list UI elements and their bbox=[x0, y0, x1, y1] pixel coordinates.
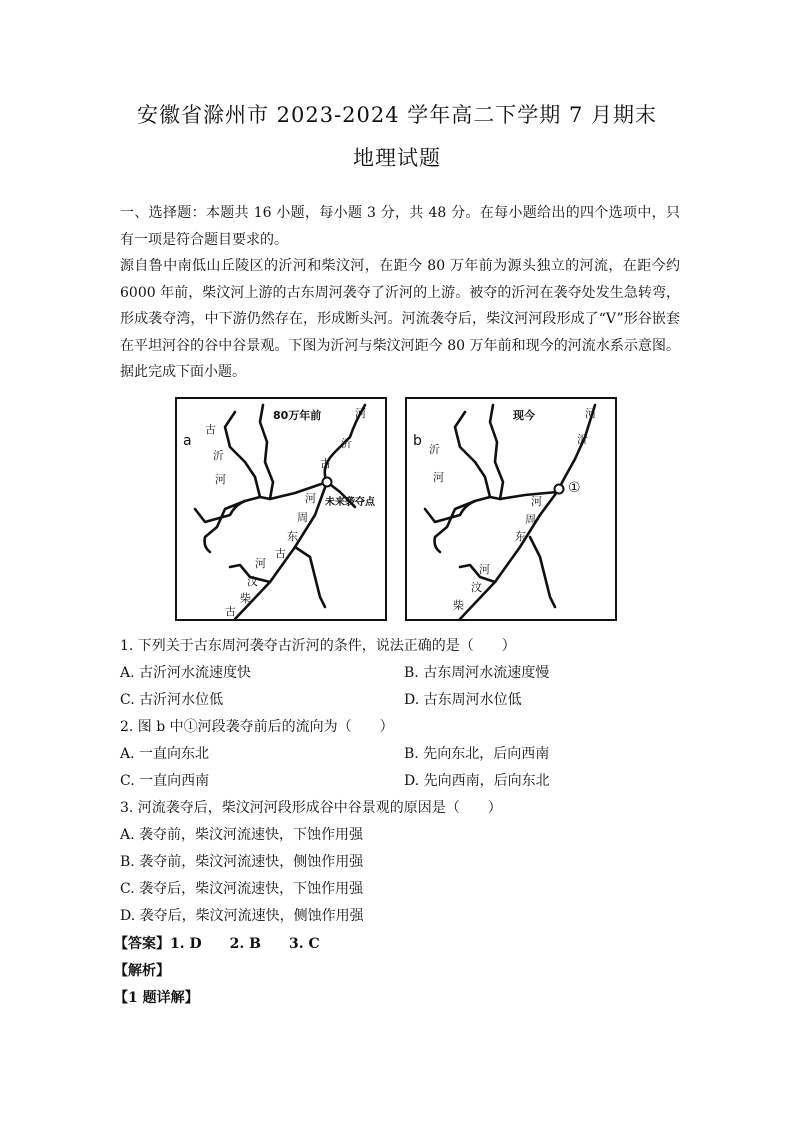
option: D. 古东周河水位低 bbox=[404, 692, 522, 708]
map-b bbox=[405, 397, 617, 621]
map-b-label: 柴 bbox=[453, 599, 464, 612]
map-b-drawing bbox=[405, 397, 617, 621]
map-a-label: 古 bbox=[205, 423, 216, 436]
map-a-label: 古 bbox=[225, 605, 236, 618]
map-b-panel-letter: b bbox=[413, 433, 422, 449]
map-b-label: 沂 bbox=[429, 443, 440, 456]
option: C. 袭夺后，柴汶河流速快，下蚀作用强 bbox=[120, 881, 364, 897]
map-b-marker-label: ① bbox=[568, 480, 581, 496]
detail-heading: 【1 题详解】 bbox=[114, 990, 199, 1006]
map-b-label: 河 bbox=[433, 471, 444, 484]
option: A. 古沂河水流速度快 bbox=[120, 665, 252, 681]
option: D. 袭夺后，柴汶河流速快，侧蚀作用强 bbox=[120, 908, 364, 924]
map-a-label: 柴 bbox=[240, 592, 251, 605]
map-b-label: 沂 bbox=[577, 433, 588, 446]
map-a-label: 周 bbox=[297, 511, 308, 524]
map-a-label: 汶 bbox=[247, 575, 258, 588]
map-a-panel-letter: a bbox=[183, 433, 192, 449]
map-a-label: 沂 bbox=[213, 449, 224, 462]
map-b-label: 汶 bbox=[471, 581, 482, 594]
map-b-title: 现今 bbox=[513, 409, 535, 422]
option: C. 古沂河水位低 bbox=[120, 692, 224, 708]
page-title: 安徽省滁州市 2023-2024 学年高二下学期 7 月期末 bbox=[136, 103, 658, 127]
map-b-label: 河 bbox=[531, 495, 542, 508]
map-a-drawing bbox=[175, 397, 387, 621]
passage: 源自鲁中南低山丘陵区的沂河和柴汶河，在距今 80 万年前为源头独立的河流，在距今约 6000 年前，柴汶河上游的古东周河袭夺了沂河的上游。被夺的沂河在袭夺处发生急转弯，形成袭夺湾，中下游仍然存在，形成断头河。河流袭夺后，柴汶河河段形成了“V”形谷嵌套在平坦河谷的谷中谷景观。下图为沂河与柴汶河距今 80 万年前和现今的河流水系示意图。据此完成下面小题。 bbox=[120, 258, 680, 380]
map-b-label: 东 bbox=[515, 530, 526, 543]
map-b-frame bbox=[406, 398, 616, 620]
question-stem: 2. 图 b 中①河段袭夺前后的流向为（ ） bbox=[120, 719, 394, 735]
option: B. 古东周河水流速度慢 bbox=[404, 665, 550, 681]
option: B. 袭夺前，柴汶河流速快，侧蚀作用强 bbox=[120, 854, 364, 870]
option: A. 袭夺前，柴汶河流速快，下蚀作用强 bbox=[120, 827, 364, 843]
map-a-capture-marker bbox=[323, 478, 332, 487]
option: D. 先向西南，后向东北 bbox=[404, 773, 550, 789]
map-b-capture-marker bbox=[555, 485, 564, 494]
map-a-label: 河 bbox=[305, 492, 316, 505]
question-stem: 1. 下列关于古东周河袭夺古沂河的条件，说法正确的是（ ） bbox=[120, 638, 516, 654]
map-a-label: 古 bbox=[320, 457, 331, 470]
map-a-label: 河 bbox=[215, 473, 226, 486]
map-b-label: 河 bbox=[585, 407, 596, 420]
map-a-label: 古 bbox=[275, 547, 286, 560]
map-a-label: 河 bbox=[255, 557, 266, 570]
page-subtitle: 地理试题 bbox=[353, 146, 441, 170]
map-a-label: 东 bbox=[287, 530, 298, 543]
map-a-title: 80万年前 bbox=[273, 409, 322, 422]
map-a-label: 河 bbox=[355, 407, 366, 420]
answer-line: 【答案】1. D 2. B 3. C bbox=[114, 936, 320, 952]
option: C. 一直向西南 bbox=[120, 773, 210, 789]
map-b-label: 周 bbox=[525, 513, 536, 526]
map-a-label: 沂 bbox=[341, 437, 352, 450]
map-b-label: 河 bbox=[479, 563, 490, 576]
section-header: 一、选择题：本题共 16 小题，每小题 3 分，共 48 分。在每小题给出的四个选项中，只有一项是符合题目要求的。 bbox=[120, 205, 680, 248]
map-a-capture-label: 未来袭夺点 bbox=[325, 497, 375, 508]
analysis-heading: 【解析】 bbox=[114, 963, 170, 979]
option: A. 一直向东北 bbox=[120, 746, 210, 762]
question-stem: 3. 河流袭夺后，柴汶河河段形成谷中谷景观的原因是（ ） bbox=[120, 800, 502, 816]
option: B. 先向东北，后向西南 bbox=[404, 746, 550, 762]
map-a bbox=[175, 397, 387, 621]
